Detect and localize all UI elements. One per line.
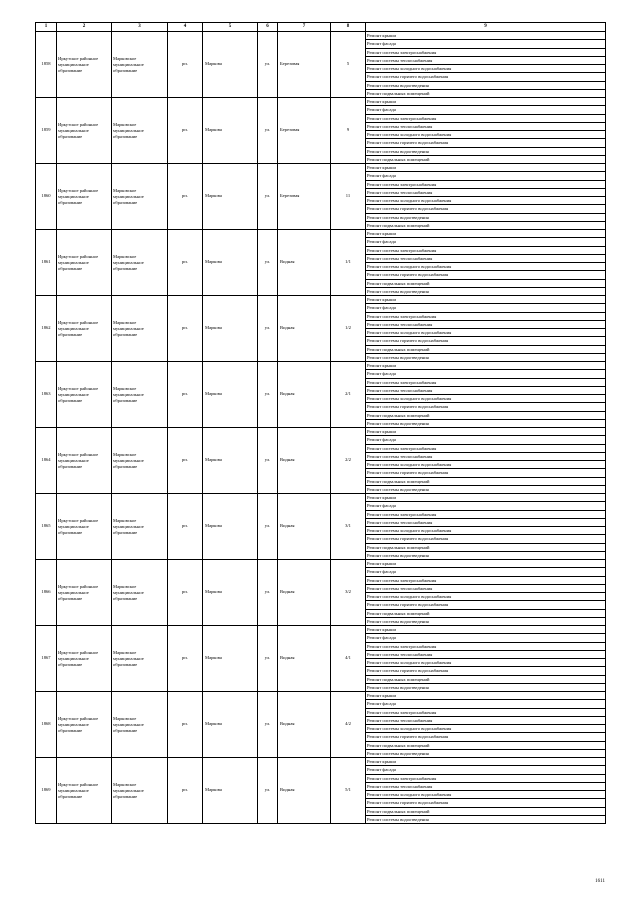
work-item: Ремонт подвальных помещений (366, 89, 606, 97)
street-type: ул. (258, 692, 278, 758)
work-item: Ремонт крыши (366, 296, 606, 304)
work-item: Ремонт системы горячего водоснабжения (366, 337, 606, 345)
work-item: Ремонт подвальных помещений (366, 741, 606, 749)
header-cell: 3 (112, 23, 168, 32)
work-item: Ремонт системы теплоснабжения (366, 320, 606, 328)
works-table (35, 22, 606, 824)
district-name: Иркутское районное муниципальное образование (57, 626, 112, 692)
locality-name: Маркова (203, 230, 258, 296)
work-item: Ремонт системы холодного водоснабжения (366, 725, 606, 733)
work-item: Ремонт системы горячего водоснабжения (366, 271, 606, 279)
house-number: 5/1 (331, 758, 366, 824)
work-item: Ремонт системы электроснабжения (366, 510, 606, 518)
header-cell: 5 (203, 23, 258, 32)
street-name: Березовая (278, 164, 331, 230)
work-item: Ремонт системы холодного водоснабжения (366, 461, 606, 469)
record-number: 1868 (36, 692, 57, 758)
settlement-name: Марковское муниципальное образование (112, 494, 168, 560)
work-item: Ремонт фасада (366, 436, 606, 444)
work-item: Ремонт крыши (366, 164, 606, 172)
work-item: Ремонт системы горячего водоснабжения (366, 667, 606, 675)
locality-type: рп. (168, 494, 203, 560)
table-row (36, 32, 606, 40)
street-type: ул. (258, 230, 278, 296)
header-cell: 9 (366, 23, 606, 32)
district-name: Иркутское районное муниципальное образование (57, 296, 112, 362)
record-number: 1858 (36, 32, 57, 98)
district-name: Иркутское районное муниципальное образование (57, 692, 112, 758)
work-item: Ремонт крыши (366, 692, 606, 700)
work-item: Ремонт системы электроснабжения (366, 246, 606, 254)
street-name: Видная (278, 626, 331, 692)
locality-type: рп. (168, 560, 203, 626)
work-item: Ремонт фасада (366, 568, 606, 576)
table-body (36, 32, 606, 824)
table-row (36, 692, 606, 700)
work-item: Ремонт системы водоотведения (366, 81, 606, 89)
locality-type: рп. (168, 98, 203, 164)
work-item: Ремонт фасада (366, 634, 606, 642)
work-item: Ремонт системы горячего водоснабжения (366, 469, 606, 477)
work-item: Ремонт системы водоотведения (366, 815, 606, 823)
settlement-name: Марковское муниципальное образование (112, 32, 168, 98)
page-number: 1611 (595, 879, 605, 884)
settlement-name: Марковское муниципальное образование (112, 164, 168, 230)
work-item: Ремонт подвальных помещений (366, 675, 606, 683)
locality-name: Маркова (203, 296, 258, 362)
locality-name: Маркова (203, 758, 258, 824)
settlement-name: Марковское муниципальное образование (112, 428, 168, 494)
work-item: Ремонт подвальных помещений (366, 279, 606, 287)
street-type: ул. (258, 494, 278, 560)
street-type: ул. (258, 32, 278, 98)
work-item: Ремонт системы теплоснабжения (366, 452, 606, 460)
work-item: Ремонт крыши (366, 758, 606, 766)
work-item: Ремонт фасада (366, 502, 606, 510)
record-number: 1862 (36, 296, 57, 362)
work-item: Ремонт подвальных помещений (366, 807, 606, 815)
locality-type: рп. (168, 626, 203, 692)
work-item: Ремонт системы холодного водоснабжения (366, 659, 606, 667)
locality-name: Маркова (203, 626, 258, 692)
locality-name: Маркова (203, 692, 258, 758)
work-item: Ремонт системы электроснабжения (366, 774, 606, 782)
work-item: Ремонт крыши (366, 626, 606, 634)
work-item: Ремонт системы водоотведения (366, 617, 606, 625)
work-item: Ремонт фасада (366, 172, 606, 180)
locality-type: рп. (168, 758, 203, 824)
work-item: Ремонт системы водоотведения (366, 213, 606, 221)
street-name: Видная (278, 758, 331, 824)
work-item: Ремонт системы холодного водоснабжения (366, 593, 606, 601)
table-row (36, 560, 606, 568)
work-item: Ремонт системы теплоснабжения (366, 716, 606, 724)
street-type: ул. (258, 626, 278, 692)
work-item: Ремонт крыши (366, 362, 606, 370)
header-cell: 8 (331, 23, 366, 32)
street-type: ул. (258, 758, 278, 824)
work-item: Ремонт фасада (366, 106, 606, 114)
record-number: 1866 (36, 560, 57, 626)
table-row (36, 626, 606, 634)
work-item: Ремонт фасада (366, 766, 606, 774)
work-item: Ремонт системы водоотведения (366, 749, 606, 757)
table-row (36, 494, 606, 502)
table-row (36, 230, 606, 238)
work-item: Ремонт системы теплоснабжения (366, 782, 606, 790)
record-number: 1861 (36, 230, 57, 296)
settlement-name: Марковское муниципальное образование (112, 296, 168, 362)
work-item: Ремонт подвальных помещений (366, 221, 606, 229)
street-name: Березовая (278, 98, 331, 164)
header-cell: 7 (278, 23, 331, 32)
locality-type: рп. (168, 230, 203, 296)
work-item: Ремонт системы электроснабжения (366, 180, 606, 188)
table-row (36, 758, 606, 766)
settlement-name: Марковское муниципальное образование (112, 230, 168, 296)
locality-type: рп. (168, 32, 203, 98)
work-item: Ремонт системы холодного водоснабжения (366, 329, 606, 337)
settlement-name: Марковское муниципальное образование (112, 692, 168, 758)
work-item: Ремонт системы теплоснабжения (366, 584, 606, 592)
district-name: Иркутское районное муниципальное образование (57, 560, 112, 626)
locality-name: Маркова (203, 428, 258, 494)
street-name: Видная (278, 428, 331, 494)
street-name: Видная (278, 692, 331, 758)
work-item: Ремонт системы горячего водоснабжения (366, 535, 606, 543)
work-item: Ремонт системы горячего водоснабжения (366, 139, 606, 147)
work-item: Ремонт системы горячего водоснабжения (366, 733, 606, 741)
record-number: 1864 (36, 428, 57, 494)
work-item: Ремонт системы теплоснабжения (366, 386, 606, 394)
locality-name: Маркова (203, 560, 258, 626)
work-item: Ремонт фасада (366, 304, 606, 312)
work-item: Ремонт системы горячего водоснабжения (366, 799, 606, 807)
work-item: Ремонт системы теплоснабжения (366, 56, 606, 64)
record-number: 1859 (36, 98, 57, 164)
locality-type: рп. (168, 164, 203, 230)
locality-name: Маркова (203, 362, 258, 428)
work-item: Ремонт системы холодного водоснабжения (366, 197, 606, 205)
record-number: 1860 (36, 164, 57, 230)
work-item: Ремонт крыши (366, 428, 606, 436)
work-item: Ремонт фасада (366, 370, 606, 378)
district-name: Иркутское районное муниципальное образование (57, 428, 112, 494)
work-item: Ремонт системы электроснабжения (366, 48, 606, 56)
house-number: 1/1 (331, 230, 366, 296)
table-row (36, 362, 606, 370)
table-row (36, 296, 606, 304)
work-item: Ремонт системы электроснабжения (366, 378, 606, 386)
street-type: ул. (258, 362, 278, 428)
work-item: Ремонт подвальных помещений (366, 411, 606, 419)
district-name: Иркутское районное муниципальное образование (57, 758, 112, 824)
record-number: 1863 (36, 362, 57, 428)
house-number: 5 (331, 32, 366, 98)
work-item: Ремонт системы холодного водоснабжения (366, 131, 606, 139)
locality-type: рп. (168, 692, 203, 758)
work-item: Ремонт подвальных помещений (366, 345, 606, 353)
work-item: Ремонт системы электроснабжения (366, 312, 606, 320)
house-number: 2/1 (331, 362, 366, 428)
district-name: Иркутское районное муниципальное образование (57, 164, 112, 230)
work-item: Ремонт системы холодного водоснабжения (366, 527, 606, 535)
table-row (36, 428, 606, 436)
work-item: Ремонт подвальных помещений (366, 155, 606, 163)
work-item: Ремонт подвальных помещений (366, 477, 606, 485)
work-item: Ремонт системы холодного водоснабжения (366, 791, 606, 799)
work-item: Ремонт системы водоотведения (366, 419, 606, 427)
work-item: Ремонт системы водоотведения (366, 683, 606, 691)
street-type: ул. (258, 296, 278, 362)
table-row (36, 98, 606, 106)
work-item: Ремонт системы теплоснабжения (366, 188, 606, 196)
street-name: Видная (278, 230, 331, 296)
work-item: Ремонт фасада (366, 700, 606, 708)
table-row (36, 164, 606, 172)
district-name: Иркутское районное муниципальное образование (57, 362, 112, 428)
work-item: Ремонт системы водоотведения (366, 287, 606, 295)
work-item: Ремонт системы теплоснабжения (366, 650, 606, 658)
street-type: ул. (258, 560, 278, 626)
work-item: Ремонт системы теплоснабжения (366, 518, 606, 526)
record-number: 1867 (36, 626, 57, 692)
street-type: ул. (258, 98, 278, 164)
work-item: Ремонт системы горячего водоснабжения (366, 73, 606, 81)
work-item: Ремонт системы горячего водоснабжения (366, 205, 606, 213)
street-name: Березовая (278, 32, 331, 98)
work-item: Ремонт системы электроснабжения (366, 444, 606, 452)
work-item: Ремонт системы теплоснабжения (366, 254, 606, 262)
work-item: Ремонт системы водоотведения (366, 147, 606, 155)
header-cell: 2 (57, 23, 112, 32)
record-number: 1869 (36, 758, 57, 824)
header-cell: 4 (168, 23, 203, 32)
work-item: Ремонт системы горячего водоснабжения (366, 403, 606, 411)
street-type: ул. (258, 164, 278, 230)
work-item: Ремонт подвальных помещений (366, 543, 606, 551)
work-item: Ремонт крыши (366, 494, 606, 502)
locality-type: рп. (168, 428, 203, 494)
house-number: 2/2 (331, 428, 366, 494)
locality-type: рп. (168, 362, 203, 428)
house-number: 4/1 (331, 626, 366, 692)
house-number: 1/2 (331, 296, 366, 362)
house-number: 3/1 (331, 494, 366, 560)
work-item: Ремонт системы горячего водоснабжения (366, 601, 606, 609)
work-item: Ремонт системы водоотведения (366, 485, 606, 493)
work-item: Ремонт фасада (366, 238, 606, 246)
house-number: 11 (331, 164, 366, 230)
header-cell: 1 (36, 23, 57, 32)
house-number: 9 (331, 98, 366, 164)
work-item: Ремонт подвальных помещений (366, 609, 606, 617)
work-item: Ремонт системы водоотведения (366, 551, 606, 559)
work-item: Ремонт крыши (366, 230, 606, 238)
locality-name: Маркова (203, 164, 258, 230)
work-item: Ремонт системы электроснабжения (366, 114, 606, 122)
street-name: Видная (278, 560, 331, 626)
street-type: ул. (258, 428, 278, 494)
settlement-name: Марковское муниципальное образование (112, 362, 168, 428)
header-cell: 6 (258, 23, 278, 32)
locality-name: Маркова (203, 32, 258, 98)
settlement-name: Марковское муниципальное образование (112, 626, 168, 692)
street-name: Видная (278, 296, 331, 362)
work-item: Ремонт фасада (366, 40, 606, 48)
work-item: Ремонт системы электроснабжения (366, 708, 606, 716)
settlement-name: Марковское муниципальное образование (112, 758, 168, 824)
work-item: Ремонт крыши (366, 98, 606, 106)
district-name: Иркутское районное муниципальное образование (57, 230, 112, 296)
locality-name: Маркова (203, 494, 258, 560)
locality-type: рп. (168, 296, 203, 362)
locality-name: Маркова (203, 98, 258, 164)
house-number: 4/2 (331, 692, 366, 758)
record-number: 1865 (36, 494, 57, 560)
work-item: Ремонт системы водоотведения (366, 353, 606, 361)
house-number: 3/2 (331, 560, 366, 626)
work-item: Ремонт системы электроснабжения (366, 576, 606, 584)
work-item: Ремонт крыши (366, 560, 606, 568)
district-name: Иркутское районное муниципальное образование (57, 494, 112, 560)
district-name: Иркутское районное муниципальное образование (57, 32, 112, 98)
work-item: Ремонт крыши (366, 32, 606, 40)
work-item: Ремонт системы холодного водоснабжения (366, 263, 606, 271)
document-page (35, 22, 605, 824)
work-item: Ремонт системы электроснабжения (366, 642, 606, 650)
header-row (36, 23, 606, 32)
work-item: Ремонт системы теплоснабжения (366, 122, 606, 130)
district-name: Иркутское районное муниципальное образование (57, 98, 112, 164)
street-name: Видная (278, 362, 331, 428)
settlement-name: Марковское муниципальное образование (112, 560, 168, 626)
work-item: Ремонт системы холодного водоснабжения (366, 65, 606, 73)
settlement-name: Марковское муниципальное образование (112, 98, 168, 164)
street-name: Видная (278, 494, 331, 560)
work-item: Ремонт системы холодного водоснабжения (366, 395, 606, 403)
